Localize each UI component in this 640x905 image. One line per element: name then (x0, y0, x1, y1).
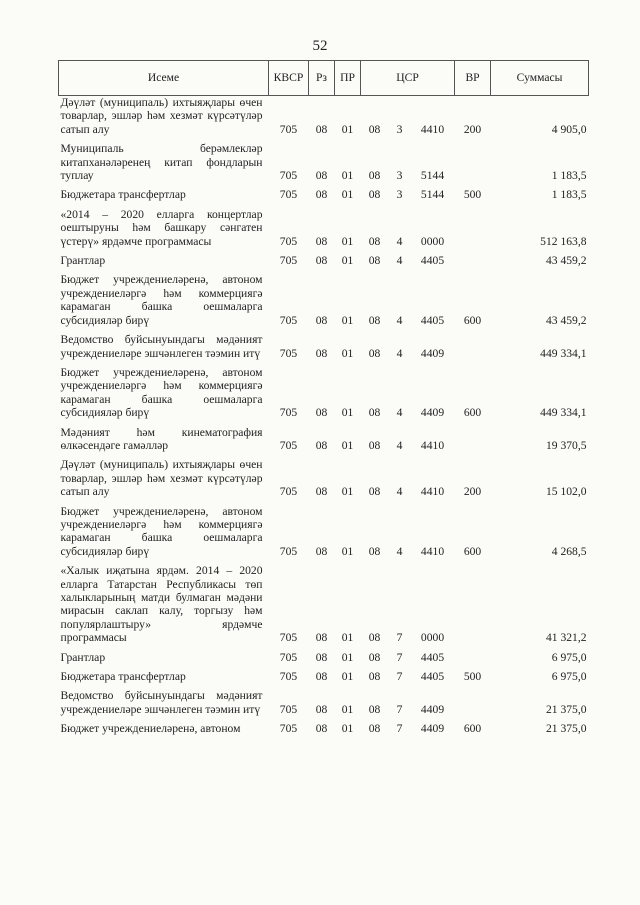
cell-csr-code: 4409 (420, 722, 445, 736)
cell-vr: 600 (463, 313, 482, 327)
cell-csr-program: 08 (368, 234, 381, 248)
cell-kvsr: 705 (279, 702, 298, 716)
cell-name: Грантлар (60, 254, 106, 268)
cell-pr: 01 (341, 234, 354, 248)
cell-rz: 08 (315, 702, 328, 716)
cell-csr-code: 4405 (420, 313, 445, 327)
cell-kvsr: 705 (279, 346, 298, 360)
cell-name: Бюджетара трансфертлар (60, 188, 186, 202)
cell-pr: 01 (341, 313, 354, 327)
cell-pr: 01 (341, 670, 354, 684)
cell-rz: 08 (315, 234, 328, 248)
cell-sum: 6 975,0 (551, 650, 587, 664)
cell-sum: 41 321,2 (545, 631, 587, 645)
cell-sum: 43 459,2 (545, 254, 587, 268)
cell-rz: 08 (315, 313, 328, 327)
cell-csr-code: 4410 (420, 122, 445, 136)
cell-vr (455, 689, 491, 722)
table-row (59, 208, 589, 254)
cell-name: «Халык иҗатына ярдәм. 2014 – 2020 елларга Татарстан Республикасы төп халыкларының матди булмаган мәдәни мирасын саклап калу, торгызу һәм популярлаштыру» ярдәмче программасы (60, 564, 263, 645)
table-row (59, 254, 589, 273)
cell-rz: 08 (315, 122, 328, 136)
cell-csr-code: 0000 (420, 631, 445, 645)
cell-name: Ведомство буйсынуындагы мәдәният учреждениеләре эшчәнлеген тәэмин итү (60, 689, 263, 716)
table-row (59, 458, 589, 504)
cell-sum: 21 375,0 (545, 702, 587, 716)
cell-pr: 01 (341, 122, 354, 136)
cell-sum: 15 102,0 (545, 485, 587, 499)
cell-name: Бюджет учреждениеләренә, автоном учреждениеләргә һәм коммерциягә карамаган башка оешмаларга субсидияләр бирү (60, 504, 263, 558)
header-csr: ЦСР (361, 61, 455, 96)
cell-csr-code: 0000 (420, 234, 445, 248)
cell-csr-code: 4410 (420, 485, 445, 499)
cell-vr: 200 (463, 485, 482, 499)
cell-kvsr: 705 (279, 631, 298, 645)
cell-csr-program: 08 (368, 670, 381, 684)
cell-csr-subprogram: 4 (396, 406, 403, 420)
cell-csr-subprogram: 4 (396, 485, 403, 499)
cell-kvsr: 705 (279, 722, 298, 736)
cell-csr-subprogram: 7 (396, 670, 403, 684)
table-row (59, 505, 589, 565)
cell-sum: 43 459,2 (545, 313, 587, 327)
cell-rz: 08 (315, 544, 328, 558)
cell-csr-subprogram: 3 (396, 122, 403, 136)
cell-csr-code: 4409 (420, 406, 445, 420)
cell-sum: 4 905,0 (551, 122, 587, 136)
cell-csr-program: 08 (368, 438, 381, 452)
cell-rz: 08 (315, 406, 328, 420)
cell-csr-subprogram: 4 (396, 346, 403, 360)
cell-csr-program: 08 (368, 631, 381, 645)
cell-csr-subprogram: 7 (396, 631, 403, 645)
cell-vr: 600 (463, 544, 482, 558)
cell-sum: 4 268,5 (551, 544, 587, 558)
budget-table (58, 60, 589, 736)
cell-sum: 21 375,0 (545, 722, 587, 736)
cell-csr-program: 08 (368, 122, 381, 136)
cell-pr: 01 (341, 485, 354, 499)
cell-name: Бюджет учреждениеләренә, автоном учреждениеләргә һәм коммерциягә карамаган башка оешмаларга субсидияләр бирү (60, 273, 263, 327)
cell-name: Дәүләт (муниципаль) ихтыяҗлары өчен товарлар, эшләр һәм хезмәт күрсәтүләр сатып алу (60, 96, 263, 136)
cell-csr-subprogram: 4 (396, 234, 403, 248)
cell-rz: 08 (315, 438, 328, 452)
cell-vr (455, 426, 491, 459)
cell-rz: 08 (315, 485, 328, 499)
cell-sum: 449 334,1 (540, 406, 587, 420)
cell-vr: 600 (463, 722, 482, 736)
cell-csr-program: 08 (368, 722, 381, 736)
table-row (59, 722, 589, 735)
table-row (59, 564, 589, 650)
cell-kvsr: 705 (279, 254, 298, 268)
table-row (59, 689, 589, 722)
cell-pr: 01 (341, 702, 354, 716)
cell-csr-program: 08 (368, 188, 381, 202)
header-pr: ПР (335, 61, 361, 96)
table-row (59, 188, 589, 207)
cell-csr-subprogram: 4 (396, 544, 403, 558)
cell-rz: 08 (315, 722, 328, 736)
header-name: Исеме (59, 61, 269, 96)
cell-name: Мәдәният һәм кинематография өлкәсендәге гамәлләр (60, 425, 263, 452)
cell-csr-program: 08 (368, 346, 381, 360)
cell-csr-program: 08 (368, 485, 381, 499)
cell-vr: 200 (463, 122, 482, 136)
cell-pr: 01 (341, 631, 354, 645)
cell-csr-subprogram: 4 (396, 254, 403, 268)
cell-rz: 08 (315, 254, 328, 268)
cell-vr (455, 254, 491, 273)
cell-csr-code: 4410 (420, 544, 445, 558)
cell-name: Бюджетара трансфертлар (60, 670, 186, 684)
table-row (59, 426, 589, 459)
cell-rz: 08 (315, 169, 328, 183)
cell-csr-program: 08 (368, 254, 381, 268)
cell-kvsr: 705 (279, 544, 298, 558)
cell-vr: 600 (463, 406, 482, 420)
cell-csr-program: 08 (368, 650, 381, 664)
cell-pr: 01 (341, 544, 354, 558)
cell-pr: 01 (341, 406, 354, 420)
cell-sum: 19 370,5 (545, 438, 587, 452)
header-sum: Суммасы (491, 61, 589, 96)
cell-sum: 1 183,5 (551, 169, 587, 183)
cell-pr: 01 (341, 650, 354, 664)
cell-kvsr: 705 (279, 650, 298, 664)
cell-kvsr: 705 (279, 406, 298, 420)
cell-kvsr: 705 (279, 670, 298, 684)
cell-rz: 08 (315, 631, 328, 645)
cell-kvsr: 705 (279, 234, 298, 248)
table-row (59, 333, 589, 366)
cell-pr: 01 (341, 438, 354, 452)
cell-csr-subprogram: 4 (396, 438, 403, 452)
cell-csr-subprogram: 3 (396, 169, 403, 183)
cell-vr: 500 (463, 670, 482, 684)
table-row (59, 366, 589, 426)
cell-vr (455, 333, 491, 366)
cell-sum: 1 183,5 (551, 188, 587, 202)
cell-csr-code: 4405 (420, 670, 445, 684)
cell-name: Муниципаль берәмлекләр китапханәләренең китап фондларын туплау (60, 142, 263, 183)
header-vr: ВР (455, 61, 491, 96)
cell-name: Бюджет учреждениеләренә, автоном учреждениеләргә һәм коммерциягә карамаган башка оешмаларга субсидияләр бирү (60, 365, 263, 420)
header-rz: Рз (309, 61, 335, 96)
table-header-row (59, 61, 589, 96)
cell-csr-program: 08 (368, 702, 381, 716)
cell-csr-code: 4405 (420, 650, 445, 664)
cell-csr-code: 5144 (420, 169, 445, 183)
cell-name: «2014 – 2020 елларга концертлар оештыруны һәм башкару сәнгатен үстерү» ярдәмче программасы (60, 207, 263, 248)
cell-kvsr: 705 (279, 485, 298, 499)
cell-rz: 08 (315, 650, 328, 664)
table-row (59, 273, 589, 333)
cell-kvsr: 705 (279, 313, 298, 327)
cell-csr-code: 4409 (420, 702, 445, 716)
cell-sum: 512 163,8 (540, 234, 587, 248)
cell-csr-code: 4405 (420, 254, 445, 268)
cell-csr-subprogram: 7 (396, 650, 403, 664)
table-row (59, 96, 589, 143)
cell-sum: 6 975,0 (551, 670, 587, 684)
cell-csr-subprogram: 7 (396, 702, 403, 716)
page-number: 52 (312, 38, 328, 54)
cell-pr: 01 (341, 169, 354, 183)
cell-rz: 08 (315, 188, 328, 202)
cell-vr (455, 208, 491, 254)
cell-rz: 08 (315, 346, 328, 360)
cell-vr (455, 651, 491, 670)
cell-csr-subprogram: 3 (396, 188, 403, 202)
cell-kvsr: 705 (279, 438, 298, 452)
header-kvsr: КВСР (269, 61, 309, 96)
cell-csr-program: 08 (368, 406, 381, 420)
cell-name: Бюджет учреждениеләренә, автоном (60, 722, 241, 736)
cell-vr: 500 (463, 188, 482, 202)
cell-csr-code: 5144 (420, 188, 445, 202)
cell-csr-code: 4409 (420, 346, 445, 360)
table-body (59, 96, 589, 736)
cell-name: Грантлар (60, 650, 106, 664)
cell-name: Дәүләт (муниципаль) ихтыяҗлары өчен товарлар, эшләр һәм хезмәт күрсәтүләр сатып алу (60, 458, 263, 499)
cell-pr: 01 (341, 254, 354, 268)
table-row (59, 651, 589, 670)
cell-vr (455, 564, 491, 650)
cell-rz: 08 (315, 670, 328, 684)
cell-name: Ведомство буйсынуындагы мәдәният учреждениеләре эшчәнлеген тәэмин итү (60, 333, 263, 360)
cell-kvsr: 705 (279, 122, 298, 136)
cell-csr-program: 08 (368, 169, 381, 183)
cell-vr (455, 142, 491, 188)
cell-pr: 01 (341, 346, 354, 360)
cell-csr-program: 08 (368, 313, 381, 327)
cell-kvsr: 705 (279, 188, 298, 202)
cell-csr-subprogram: 4 (396, 313, 403, 327)
cell-kvsr: 705 (279, 169, 298, 183)
cell-pr: 01 (341, 722, 354, 736)
cell-csr-subprogram: 7 (396, 722, 403, 736)
cell-pr: 01 (341, 188, 354, 202)
table-row (59, 142, 589, 188)
table-row (59, 670, 589, 689)
cell-csr-program: 08 (368, 544, 381, 558)
cell-csr-code: 4410 (420, 438, 445, 452)
cell-sum: 449 334,1 (540, 346, 587, 360)
